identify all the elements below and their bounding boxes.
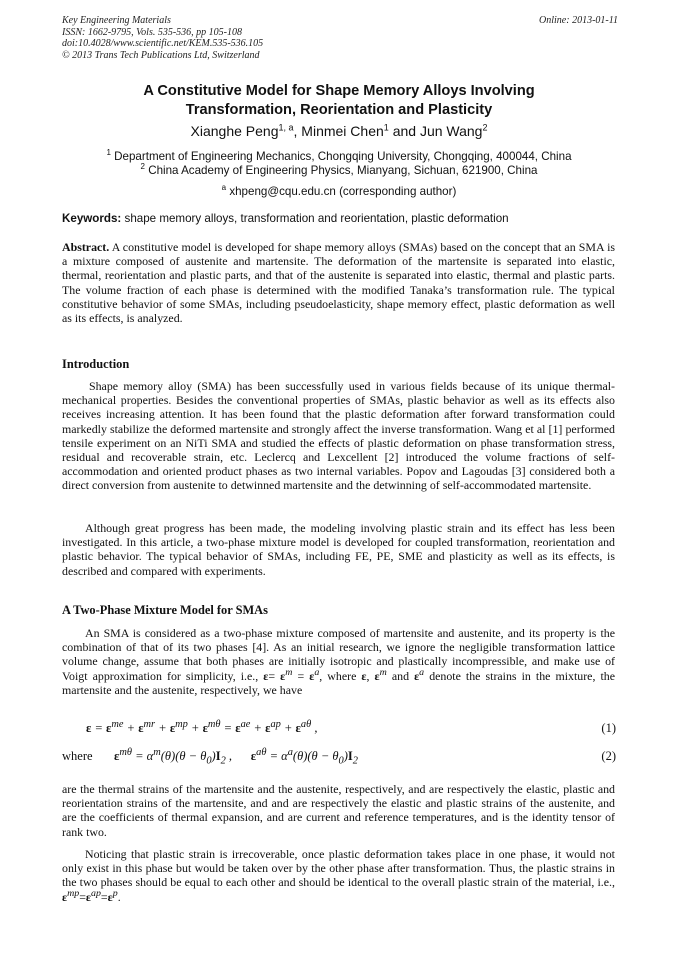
model-p1-text-a: An SMA is considered as a two-phase mixture composed of martensite and austenite, and its property is the combination of that of its two phases [4]. As an initial research, we ignore the negligible transformation lattice volume change, assume that both phases are initially isotropic and plastically incompressible, and make use of Voigt approximation for simplicity, i.e., [62,626,615,683]
model-p2-text: are the thermal strains of the martensite and the austenite, respectively, and are respectively the elastic, plastic and reorientation strains of the martensite, and and are respectively the elastic and plastic strains of the austenite, and are the coefficients of thermal expansion, and are current and reference temperatures, and is the identity tensor of rank two. [62,782,615,839]
email-sup: a [221,183,227,193]
author-3-sup: 2 [482,122,488,133]
author-2-sup: 1 [383,122,389,133]
model-paragraph-2 [62,782,615,839]
abstract [62,240,615,325]
running-header [62,15,618,61]
abstract-text: A constitutive model is developed for shape memory alloys (SMAs) based on the concept that an SMA is a mixture composed of austenite and martensite. The deformation of the martensite is separated into elastic, thermal, reorientation and plastic parts, and that of the austenite is separated into elastic, thermal and plastic parts. The volume fraction of each phase is determined with the modified Tanaka’s transformation rule. The typical constitutive behavior of some SMAs, including pseudoelasticity, shape memory effect, plastic deformation as well as its effects, is analyzed. [62,240,615,326]
online-date: Online: 2013-01-11 [539,15,618,26]
email-text: xhpeng@cqu.edu.cn (corresponding author) [229,185,457,198]
paper-title [62,82,616,120]
keywords-text: shape memory alloys, transformation and reorientation, plastic deformation [124,212,509,225]
keywords [62,212,618,226]
model-heading: A Two-Phase Mixture Model for SMAs [62,603,268,617]
author-and: and [392,123,417,139]
strain-relation: ε [263,668,269,683]
model-p1-text-c: denote the strains in the mixture, the martensite and the austenite, respectively, we have [62,668,616,697]
affiliation-1 [62,150,616,164]
affiliation-2-sup: 2 [140,162,145,172]
equation-2 [62,746,616,766]
model-paragraph-3: Noticing that plastic strain is irrecoverable, once plastic deformation takes place in one phase, it would not only exist in this phase but would be taken over by the other phase after transformation. Thus, the plastic strains in the two phases should be equal to each other and should be identical to the overall plastic strain of the material, i.e., $\varepsilon^{mp}=\varepsilon^{ap}=\varepsilon^p$. [62,847,615,904]
intro-paragraph-1: Shape memory alloy (SMA) has been successfully used in various fields because of its unique thermal-mechanical properties. Besides the conventional properties of SMAs, plastic behavior as well as its effects also receives increasing attention. It has been found that the plastic deformation after forward transformation could markedly stabilize the deformed martensite and strongly affect the inverse transformation. Wang et al [1] performed tensile experiment on an NiTi SMA and studied the effects of plastic deformation on phase transformation stress, residual and recoverable strain, etc. Leclercq and Lexcellent [2] introduced the volume fractions of self-accommodation and oriented product phases as two internal variables. Popov and Lagoudas [3] considered both a direct conversion from austenite to detwinned martensite and the detwinning of self-accommodated martensite. [62,379,615,493]
copyright-line: © 2013 Trans Tech Publications Ltd, Switzerland [62,49,260,61]
title-line-2: Transformation, Reorientation and Plasticity [185,102,493,118]
model-p1-text-b: where [327,668,357,683]
introduction-heading: Introduction [62,357,130,371]
corresponding-email [62,185,616,199]
author-list: Xianghe Peng$^{1, a}$, Minmei Chen$^1$ and Jun Wang$^2$ [190,122,488,139]
equation-2-body: $\varepsilon^{m\theta} = \alpha^m(\theta)(\theta - \theta_0)I_2$ , $\varepsilon^{a\theta} = \alpha^a(\theta)(\theta - \theta_0)I_2$ [114,746,358,767]
equation-1-body: $\varepsilon = \varepsilon^{me} + \varepsilon^{mr} + \varepsilon^{mp} + \varepsilon^{m\theta} = \varepsilon^{ae} + \varepsilon^{ap} + \varepsilon^{a\theta}$ , [86,718,318,735]
author-2: Minmei Chen [301,123,384,139]
model-p3-text: Noticing that plastic strain is irrecoverable, once plastic deformation takes place in one phase, it would not only exist in this phase but would be taken over by the other phase after transformation. Thus, the plastic strains in the two phases should be equal to each other and should be identical to the overall plastic strain of the material, i.e., [62,847,615,890]
author-1: Xianghe Peng [190,123,279,139]
doi-line: doi:10.4028/www.scientific.net/KEM.535-536.105 [62,38,264,49]
equation-1 [62,718,616,738]
title-line-1: A Constitutive Model for Shape Memory Alloys Involving [143,83,535,99]
issn-line: ISSN: 1662-9795, Vols. 535-536, pp 105-108 [62,26,242,38]
journal-name: Key Engineering Materials [62,15,171,26]
affiliation-1-sup: 1 [106,148,111,158]
equation-2-where: where [62,749,93,763]
model-paragraph-1: An SMA is considered as a two-phase mixture composed of martensite and austenite, and its property is the combination of that of its two phases [4]. As an initial research, we ignore the negligible transformation lattice volume change, assume that both phases are initially isotropic and plastically incompressible, and make use of Voigt approximation for simplicity, i.e., $\varepsilon= \varepsilon^m = \varepsilon^a$, where ε, $\varepsilon^m$ and $\varepsilon^a$ denote the strains in the mixture, the martensite and the austenite, respectively, we have [62,626,616,697]
keywords-label: Keywords: [62,212,122,225]
equation-1-number: (1) [601,721,616,735]
equation-2-number: (2) [601,749,616,763]
affiliation-2-text: China Academy of Engineering Physics, Mianyang, Sichuan, 621900, China [148,164,538,177]
intro-paragraph-2: Although great progress has been made, the modeling involving plastic strain and its effect has less been investigated. In this article, a two-phase mixture model is developed for coupled transformation, reorientation and plastic behavior. The typical behavior of SMAs, including FE, PE, SME and plasticity as well as its effects, is described and compared with experiments. [62,521,615,578]
affiliation-2 [62,164,616,178]
affiliation-1-text: Department of Engineering Mechanics, Chongqing University, Chongqing, 400044, China [114,150,572,163]
author-1-sup: 1, a [278,122,294,133]
abstract-label: Abstract. [62,240,110,254]
author-3: Jun Wang [419,123,483,139]
